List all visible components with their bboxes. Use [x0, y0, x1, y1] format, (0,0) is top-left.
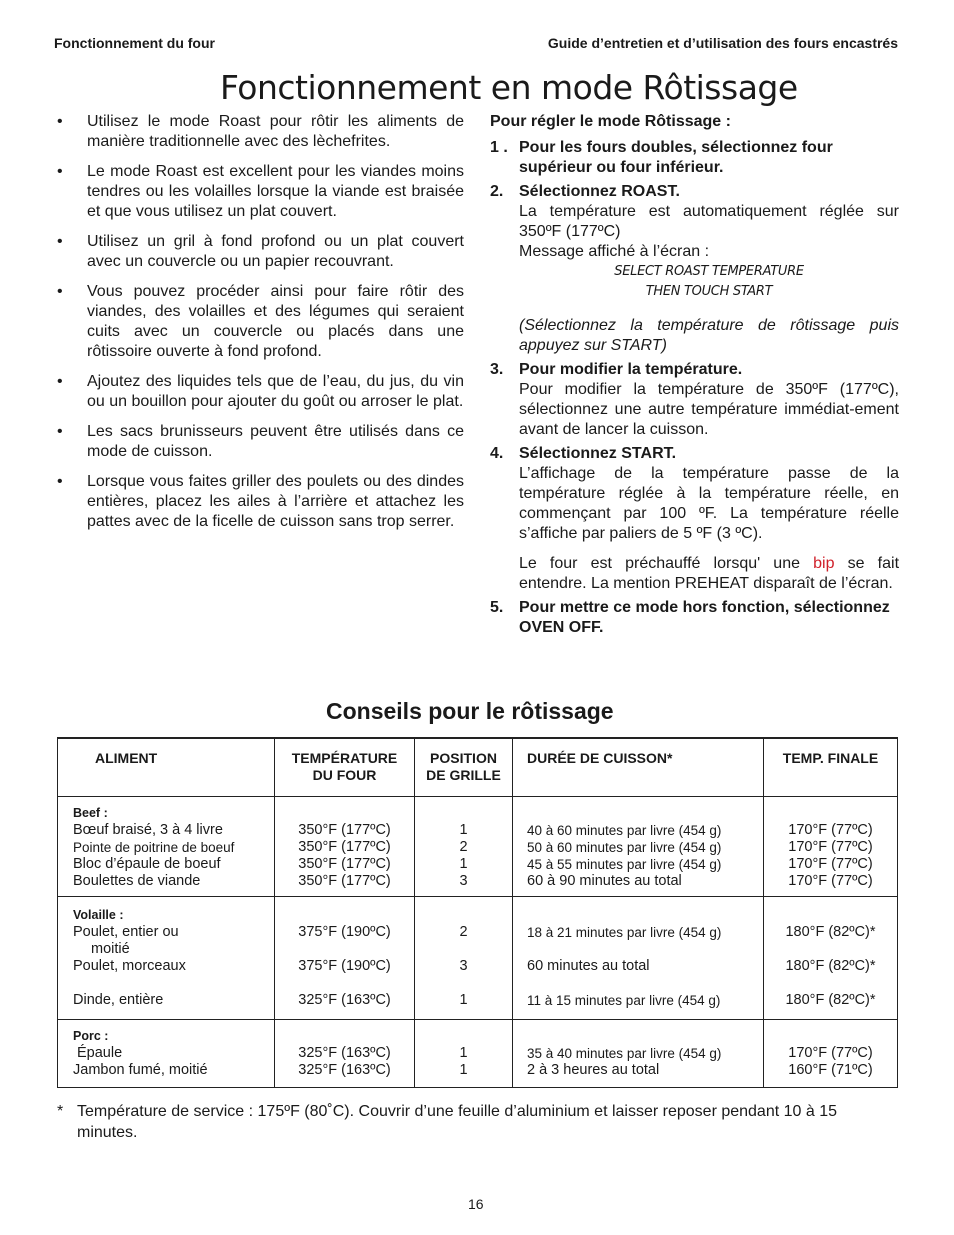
list-item-text: Ajoutez des liquides tels que de l’eau, du jus, du vin ou un bouillon pour ajouter du goût ou arroser le plat. [87, 373, 464, 410]
table-cell: 60 minutes au total [527, 958, 650, 974]
step-text: L’affichage de la température passe de la température réglée à la température réelle, en commençant par 100 ºF. La température réelle s’affiche par paliers de 5 ºF (3 ºC). [519, 465, 899, 542]
list-item-text: Vous pouvez procéder ainsi pour faire rôtir des viandes, des volailles et des légumes qui seraient cuits avec un couvercle ou placés dans une rôtissoire ouverte à fond profond. [87, 283, 464, 360]
display-message-line: THEN TOUCH START [645, 284, 773, 299]
table-cell: 1 [459, 822, 468, 838]
table-cell: 170°F (77ºC) [788, 1045, 873, 1061]
table-cell: Bœuf braisé, 3 à 4 livre [73, 822, 223, 838]
list-item [54, 472, 464, 532]
table-header-row [58, 738, 898, 797]
preheat-note-start: Le four est préchauffé lorsqu' une [519, 555, 800, 572]
table-cell: Épaule [77, 1045, 123, 1061]
table-cell: 375°F (190ºC) [298, 958, 391, 974]
step-number: 5. [490, 599, 504, 616]
preheat-note-end: se fait entendre. La mention PREHEAT disparaît de l’écran. [519, 555, 900, 592]
col-header-final-temp: TEMP. FINALE [764, 738, 898, 797]
bip-word: bip [813, 555, 835, 572]
table-cell: 50 à 60 minutes par livre (454 g) [527, 840, 722, 855]
table-cell: 160°F (71ºC) [788, 1062, 873, 1078]
list-item-text: Le mode Roast est excellent pour les viandes moins tendres ou les volailles lorsque la viande est braisée et que vous utilisez un plat couvert. [87, 163, 464, 220]
table-cell: 350°F (177ºC) [298, 822, 391, 838]
list-item [54, 372, 464, 412]
table-cell: 11 à 15 minutes par livre (454 g) [527, 993, 721, 1008]
table-cell: 375°F (190ºC) [298, 924, 391, 940]
list-item [54, 282, 464, 362]
col-header-rack-position: POSITION DE GRILLE [415, 738, 513, 797]
page-number: 16 [468, 1196, 484, 1212]
list-item [54, 232, 464, 272]
group-label: Beef : [73, 806, 108, 820]
step-heading: Sélectionnez START. [519, 445, 677, 462]
step-text: Pour modifier la température de 350ºF (177ºC), sélectionnez une autre température immédiat-ement avant de lancer la cuisson. [519, 381, 899, 438]
group-label: Volaille : [73, 908, 124, 922]
display-message-line: SELECT ROAST TEMPERATURE [614, 264, 804, 279]
table-cell: 40 à 60 minutes par livre (454 g) [527, 823, 722, 838]
table-cell: 2 [459, 839, 468, 855]
running-header-right: Guide d’entretien et d’utilisation des fours encastrés [547, 35, 898, 51]
bullet-symbol: • [57, 283, 63, 300]
table-cell: 350°F (177ºC) [298, 839, 391, 855]
table-cell: 325°F (163ºC) [298, 1045, 391, 1061]
table-cell: Poulet, morceaux [73, 958, 186, 974]
list-item-text: Lorsque vous faites griller des poulets ou des dindes entières, placez les ailes à l’arrière et attachez les pattes avec de la ficelle de cuisson sans trop serrer. [87, 473, 464, 530]
table-cell: 170°F (77ºC) [788, 822, 873, 838]
running-header-left: Fonctionnement du four [54, 35, 215, 51]
step-number: 1 . [490, 139, 508, 156]
table-cell: 170°F (77ºC) [788, 873, 873, 889]
table-cell: 1 [459, 1045, 468, 1061]
table-cell: 325°F (163ºC) [298, 992, 391, 1008]
table-cell: Boulettes de viande [73, 873, 201, 889]
table-cell: Jambon fumé, moitié [73, 1062, 208, 1078]
tips-title: Conseils pour le rôtissage [326, 698, 614, 724]
table-cell: 1 [459, 856, 468, 872]
table-cell: 45 à 55 minutes par livre (454 g) [527, 857, 722, 872]
table-cell: 325°F (163ºC) [298, 1062, 391, 1078]
table-group-pork [58, 1020, 898, 1088]
table-cell: 2 à 3 heures au total [527, 1062, 660, 1078]
step-heading: Pour mettre ce mode hors fonction, sélectionnez OVEN OFF. [519, 599, 890, 636]
list-item [54, 422, 464, 462]
table-group-beef [58, 797, 898, 897]
step-heading: Pour les fours doubles, sélectionnez four supérieur ou four inférieur. [519, 139, 833, 176]
table-cell: Dinde, entière [73, 992, 164, 1008]
list-item-text: Utilisez un gril à fond profond ou un plat couvert avec un couvercle ou un papier recouvrant. [87, 233, 464, 270]
col-header-duration: DURÉE DE CUISSON* [513, 738, 764, 797]
bullet-symbol: • [57, 113, 63, 130]
list-item [54, 162, 464, 222]
step-1 [490, 138, 899, 178]
preheat-note [519, 554, 899, 594]
step-number: 4. [490, 445, 504, 462]
table-cell: Poulet, entier ou [73, 924, 179, 940]
table-group-poultry [58, 897, 898, 1020]
table-cell: 180°F (82ºC)* [785, 924, 876, 940]
footnote-marker: * [57, 1103, 64, 1120]
list-item-text: Utilisez le mode Roast pour rôtir les aliments de manière traditionnelle avec des lèchefrites. [87, 113, 464, 150]
col-header-food: ALIMENT [58, 738, 275, 797]
table-cell: moitié [91, 941, 130, 957]
table-cell: 180°F (82ºC)* [785, 958, 876, 974]
list-item [54, 112, 464, 152]
bullet-list [54, 112, 464, 542]
footnote-text: Température de service : 175ºF (80˚C). Couvrir d’une feuille d’aluminium et laisser reposer pendant 10 à 15 minutes. [77, 1103, 837, 1141]
step-number: 2. [490, 183, 504, 200]
table-cell: 180°F (82ºC)* [785, 992, 876, 1008]
table-cell: 170°F (77ºC) [788, 856, 873, 872]
page-title: Fonctionnement en mode Rôtissage [220, 68, 798, 107]
footnote [57, 1101, 847, 1143]
bullet-symbol: • [57, 233, 63, 250]
table-cell: 1 [459, 1062, 468, 1078]
step-text: La température est automatiquement réglée sur 350ºF (177ºC) [519, 203, 899, 240]
list-item-text: Les sacs brunisseurs peuvent être utilisés dans ce mode de cuisson. [87, 423, 464, 460]
table-cell: Bloc d’épaule de boeuf [73, 856, 221, 872]
table-cell: 35 à 40 minutes par livre (454 g) [527, 1046, 722, 1061]
instructions [490, 112, 899, 642]
table-cell: 350°F (177ºC) [298, 856, 391, 872]
step-heading: Pour modifier la température. [519, 361, 743, 378]
col-header-oven-temp: TEMPÉRATURE DU FOUR [275, 738, 415, 797]
table-cell: 18 à 21 minutes par livre (454 g) [527, 925, 722, 940]
table-cell: 60 à 90 minutes au total [527, 873, 682, 889]
display-message-label: Message affiché à l’écran : [519, 243, 710, 260]
table-cell: 2 [459, 924, 468, 940]
group-label: Porc : [73, 1029, 109, 1043]
bullet-symbol: • [57, 163, 63, 180]
bullet-symbol: • [57, 473, 63, 490]
step-number: 3. [490, 361, 504, 378]
step-5 [490, 598, 899, 638]
bullet-symbol: • [57, 423, 63, 440]
table-cell: 350°F (177ºC) [298, 873, 391, 889]
step-2 [490, 182, 899, 356]
table-cell: Pointe de poitrine de boeuf [73, 840, 235, 855]
step-3 [490, 360, 899, 440]
table-cell: 3 [459, 873, 468, 889]
display-message-translation: (Sélectionnez la température de rôtissage puis appuyez sur START) [519, 317, 899, 354]
bullet-symbol: • [57, 373, 63, 390]
table-cell: 3 [459, 958, 468, 974]
instructions-heading: Pour régler le mode Rôtissage : [490, 113, 731, 130]
table-cell: 170°F (77ºC) [788, 839, 873, 855]
table-cell: 1 [459, 992, 468, 1008]
roasting-table [57, 737, 898, 1088]
step-heading: Sélectionnez ROAST. [519, 183, 680, 200]
step-4 [490, 444, 899, 594]
